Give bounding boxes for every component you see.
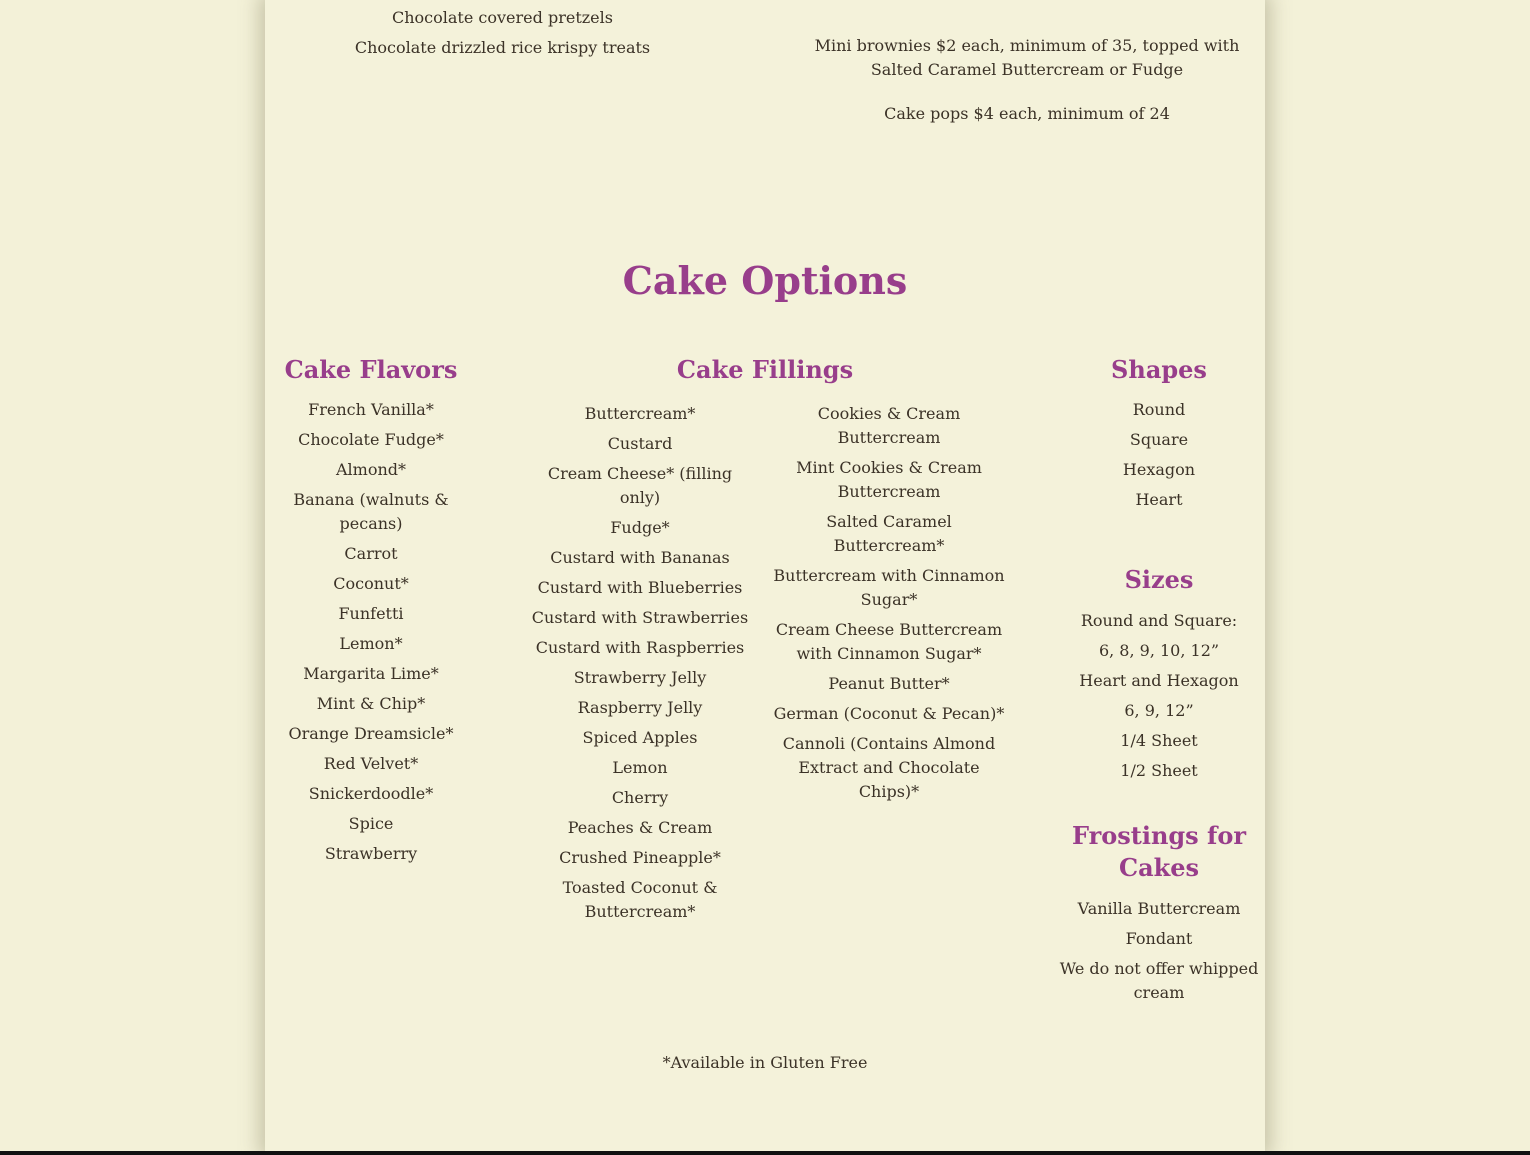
- list-item: Mini brownies $2 each, minimum of 35, topped with Salted Caramel Buttercream or Fudge: [814, 36, 1240, 79]
- cake-flavors-section: [265, 354, 477, 872]
- list-item: 1/4 Sheet: [1120, 731, 1198, 750]
- cake-fillings-column-1: [527, 402, 753, 930]
- list-item: Chocolate drizzled rice krispy treats: [354, 38, 651, 57]
- list-item: German (Coconut & Pecan)*: [773, 704, 1005, 723]
- list-item: 1/2 Sheet: [1120, 761, 1198, 780]
- list-item: Custard with Bananas: [550, 548, 730, 567]
- shapes-section: [1059, 354, 1259, 518]
- frostings-heading: Frostings for Cakes: [1071, 821, 1247, 882]
- list-item: Coconut*: [333, 574, 409, 593]
- list-item: Raspberry Jelly: [577, 698, 703, 717]
- list-item: Chocolate Fudge*: [298, 430, 444, 449]
- list-item: Carrot: [344, 544, 398, 563]
- list-item: Cannoli (Contains Almond Extract and Chocolate Chips)*: [782, 734, 996, 801]
- list-item: Spice: [348, 814, 394, 833]
- sizes-list: [1059, 609, 1259, 783]
- list-item: 6, 9, 12”: [1124, 701, 1194, 720]
- list-item: Heart and Hexagon: [1079, 671, 1239, 690]
- list-item: Banana (walnuts & pecans): [293, 490, 449, 533]
- list-item: Fondant: [1125, 929, 1193, 948]
- list-item: Funfetti: [338, 604, 404, 623]
- shapes-list: [1059, 398, 1259, 512]
- list-item: Fudge*: [610, 518, 670, 537]
- list-item: Custard with Raspberries: [535, 638, 745, 657]
- list-item: Peanut Butter*: [828, 674, 950, 693]
- list-item: French Vanilla*: [308, 400, 434, 419]
- list-item: Lemon: [612, 758, 668, 777]
- list-item: Strawberry: [324, 844, 418, 863]
- page-title: Cake Options: [622, 258, 908, 303]
- top-left-list: [265, 6, 740, 66]
- menu-page: [265, 0, 1265, 1151]
- bottom-border: [0, 1151, 1530, 1155]
- list-item: Custard with Blueberries: [537, 578, 743, 597]
- list-item: Chocolate covered pretzels: [392, 8, 613, 27]
- list-item: Strawberry Jelly: [573, 668, 707, 687]
- list-item: Custard with Strawberries: [531, 608, 749, 627]
- list-item: Lemon*: [339, 634, 403, 653]
- list-item: Cake pops $4 each, minimum of 24: [884, 104, 1170, 123]
- list-item: Toasted Coconut & Buttercream*: [562, 878, 718, 921]
- list-item: Margarita Lime*: [303, 664, 439, 683]
- list-item: Red Velvet*: [323, 754, 419, 773]
- list-item: Round and Square:: [1080, 611, 1238, 630]
- list-item: Crushed Pineapple*: [559, 848, 721, 867]
- list-item: Hexagon: [1122, 460, 1196, 479]
- list-item: Buttercream*: [584, 404, 696, 423]
- list-item: Salted Caramel Buttercream*: [826, 512, 952, 555]
- list-item: Square: [1129, 430, 1189, 449]
- list-item: Vanilla Buttercream: [1077, 899, 1241, 918]
- list-item: Almond*: [335, 460, 407, 479]
- list-item: Heart: [1135, 490, 1183, 509]
- list-item: Cream Cheese* (filling only): [547, 464, 733, 507]
- cake-flavors-heading: Cake Flavors: [284, 355, 458, 384]
- list-item: Mint & Chip*: [316, 694, 426, 713]
- list-item: Custard: [607, 434, 673, 453]
- list-item: Cherry: [611, 788, 669, 807]
- list-item: 6, 8, 9, 10, 12”: [1098, 641, 1220, 660]
- list-item: Orange Dreamsicle*: [288, 724, 454, 743]
- list-item: Buttercream with Cinnamon Sugar*: [773, 566, 1005, 609]
- frostings-list: [1059, 897, 1259, 1005]
- top-right-list: [793, 34, 1261, 132]
- sizes-section: [1059, 564, 1259, 789]
- cake-flavors-list: [265, 398, 477, 866]
- list-item: We do not offer whipped cream: [1059, 959, 1259, 1002]
- shapes-heading: Shapes: [1111, 355, 1207, 384]
- gluten-free-footnote: *Available in Gluten Free: [662, 1053, 868, 1072]
- sizes-heading: Sizes: [1124, 565, 1194, 594]
- cake-fillings-heading: Cake Fillings: [676, 355, 854, 384]
- list-item: Cream Cheese Buttercream with Cinnamon Sugar*: [775, 620, 1003, 663]
- list-item: Spiced Apples: [582, 728, 698, 747]
- list-item: Snickerdoodle*: [308, 784, 434, 803]
- list-item: Mint Cookies & Cream Buttercream: [796, 458, 982, 501]
- frostings-section: [1059, 820, 1259, 1011]
- list-item: Cookies & Cream Buttercream: [817, 404, 961, 447]
- cake-fillings-column-2: [771, 402, 1007, 810]
- list-item: Round: [1132, 400, 1186, 419]
- list-item: Peaches & Cream: [567, 818, 713, 837]
